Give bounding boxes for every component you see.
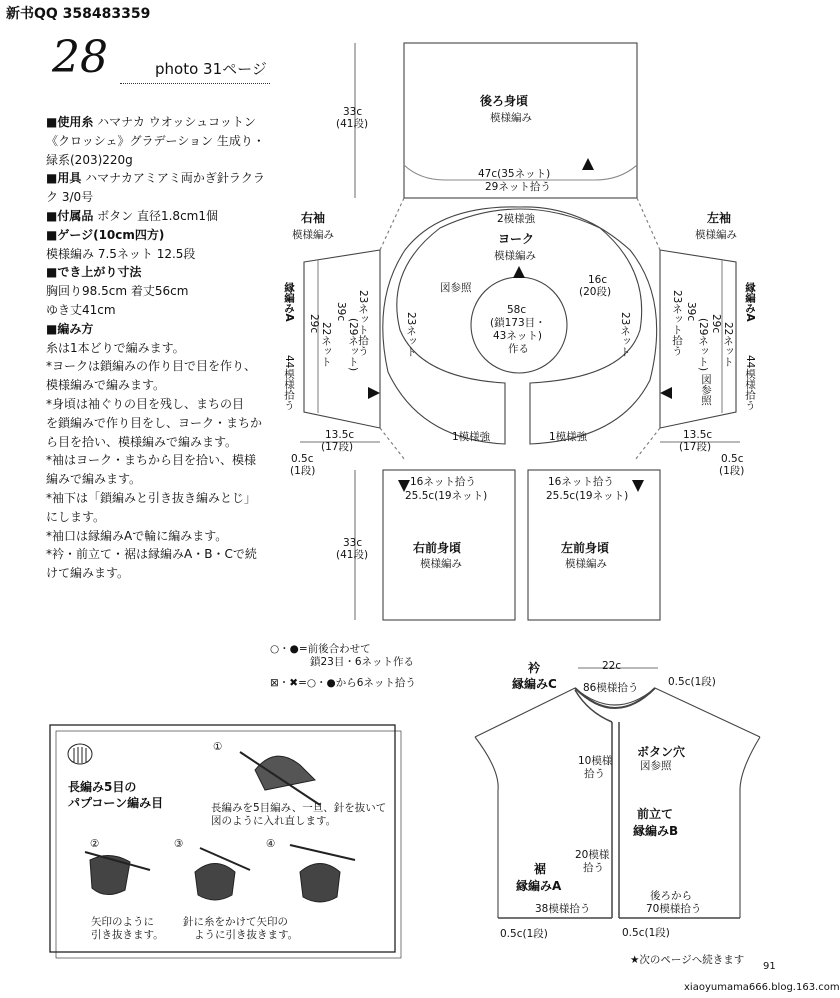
method-6: ら目を拾い、模様編みで編みます。 (46, 434, 238, 449)
yoke-bottom-right: 1模様強 (549, 431, 588, 443)
right-sleeve-edge: 縁編みA (283, 282, 295, 322)
left-sleeve-edge: 縁編みA (744, 282, 756, 322)
right-sleeve-w2: 22ネット (320, 322, 332, 367)
collar-title: 衿 (528, 661, 541, 675)
right-sleeve-cuff: 44模様拾う (283, 355, 295, 411)
popcorn-step-1: ① (213, 741, 223, 753)
method-2: *ヨークは鎖編みの作り目で目を作り、 (46, 359, 257, 374)
front-rows: (41段) (336, 549, 369, 561)
popcorn-step-2: ② (90, 838, 100, 850)
size-1: 胸回り98.5cm 着丈56cm (46, 284, 189, 299)
placket-title: 前立て (637, 807, 674, 821)
yoke-depth: 16c (588, 274, 608, 286)
gauge: 模様編み 7.5ネット 12.5段 (46, 246, 196, 261)
method-8: 編みで編みます。 (46, 472, 142, 487)
size-2: ゆき丈41cm (46, 302, 116, 317)
front-pick-2: 20模様 (575, 849, 610, 861)
method-5: を鎖編みで作り目をし、ヨーク・まちか (46, 415, 263, 430)
back-title: 後ろ身頃 (480, 94, 529, 108)
left-sleeve-ref: 図参照 (700, 374, 712, 406)
hem-edge-left: 0.5c(1段) (500, 928, 548, 940)
left-sleeve-w4: (29ネット) (697, 318, 709, 372)
right-sleeve-title: 右袖 (301, 211, 326, 225)
right-front-pattern: 模様編み (420, 558, 462, 570)
collar-shoulder-line (475, 688, 760, 737)
method-10: にします。 (46, 509, 106, 524)
right-front-title: 右前身頃 (413, 541, 462, 555)
right-sleeve-w3: 39c (335, 302, 347, 322)
back-height: 33c (343, 106, 363, 118)
hem-title: 裾 (534, 862, 547, 876)
pattern-number: 28 (52, 32, 108, 83)
size-label: ■でき上がり寸法 (46, 265, 142, 280)
popcorn-desc-3a: 針に糸をかけて矢印の (183, 916, 288, 928)
popcorn-desc-2a: 矢印のように (91, 916, 154, 928)
yarn-label: ■使用糸 (46, 115, 94, 129)
legend-3: ⊠・✖=○・●から6ネット拾う (270, 677, 416, 689)
right-sleeve-gap-rows: (1段) (290, 465, 316, 477)
left-sleeve-pick: 23ネット拾う (671, 290, 683, 356)
legend-2: 鎖23目・6ネット作る (310, 656, 415, 668)
method-label: ■編み方 (46, 321, 94, 336)
yoke-depth-rows: (20段) (579, 286, 612, 298)
neck-chain: (鎖173目・ (490, 317, 546, 329)
method-9: *袖下は「鎖編みと引き抜き編みとじ」 (46, 490, 257, 505)
method-12: *衿・前立て・裾は縁編みA・B・Cで続 (46, 547, 257, 562)
popcorn-desc-1b: 図のように入れ直します。 (211, 815, 337, 827)
back-width: 47c(35ネット) (478, 168, 551, 180)
neck-ret: 43ネット) (493, 330, 542, 342)
yoke-repeat: 2模様強 (497, 213, 536, 225)
placket-edge-label: 縁編みB (633, 824, 679, 838)
yoke-title: ヨーク (498, 232, 535, 246)
left-front-pattern: 模様編み (565, 558, 607, 570)
hem-pick: 38模様拾う (535, 903, 591, 915)
gauge-label: ■ゲージ(10cm四方) (46, 227, 165, 242)
button-hole-ref: 図参照 (640, 760, 672, 772)
method-1: 糸は1本どりで編みます。 (46, 340, 185, 355)
qq-header: 新书QQ 358483359 (6, 6, 151, 22)
neck-size: 58c (507, 304, 527, 316)
yoke-bottom-left: 1模様強 (452, 431, 491, 443)
site-credit: xiaoyumama666.blog.163.com (684, 982, 840, 993)
collar-pick: 86模様拾う (583, 682, 639, 694)
back-pick: 70模様拾う (646, 903, 702, 915)
acc-label: ■付属品 (46, 208, 94, 223)
popcorn-title-2: パプコーン編み目 (68, 796, 164, 810)
left-sleeve-w1: 29c (710, 314, 722, 334)
left-sleeve-w3: 39c (685, 302, 697, 322)
popcorn-desc-3b: ように引き抜きます。 (194, 929, 299, 941)
tools-1: ハマナカアミアミ両かぎ針ラクラ (85, 171, 265, 186)
left-sleeve-gap: 0.5c (721, 453, 744, 465)
back-pattern: 模様編み (490, 112, 532, 124)
photo-reference: photo 31ページ (155, 60, 267, 78)
front-height: 33c (343, 537, 363, 549)
yoke-side-right: 23ネット (619, 312, 631, 357)
method-7: *袖はヨーク・まちから目を拾い、模様 (46, 453, 257, 468)
left-front-title: 左前身頃 (561, 541, 610, 555)
left-sleeve-len-rows: (17段) (679, 441, 712, 453)
yoke-pattern: 模様編み (494, 250, 536, 262)
page-number: 91 (763, 961, 776, 972)
legend-1: ○・●=前後合わせて (270, 643, 371, 655)
left-sleeve-cuff: 44模様拾う (744, 355, 756, 411)
left-front-width: 25.5c(19ネット) (546, 490, 629, 502)
left-sleeve-w2: 22ネット (722, 322, 734, 367)
popcorn-step-3: ③ (174, 838, 184, 850)
method-4: *身頃は袖ぐりの目を残し、まちの目 (46, 396, 245, 411)
front-pick-1b: 拾う (584, 768, 605, 780)
left-sleeve-pattern: 模様編み (695, 229, 737, 241)
popcorn-title-1: 長編み5目の (68, 780, 137, 794)
back-rows: (41段) (336, 118, 369, 130)
popcorn-desc-2b: 引き抜きます。 (91, 929, 164, 941)
yarn-2: 《クロッシェ》グラデーション 生成り・ (46, 133, 265, 148)
yoke-ref: 図参照 (440, 282, 472, 294)
collar-edge-height: 0.5c(1段) (668, 676, 716, 688)
right-sleeve-len-rows: (17段) (321, 441, 354, 453)
method-13: けて編みます。 (46, 566, 130, 581)
right-sleeve-len: 13.5c (325, 429, 355, 441)
right-sleeve-pattern: 模様編み (292, 229, 334, 241)
yarn-3: 緑系(203)220g (46, 152, 133, 167)
right-front-width: 25.5c(19ネット) (405, 490, 488, 502)
collar-edge: 縁編みC (512, 677, 557, 691)
tools-label: ■用具 (46, 171, 82, 186)
tools-2: ク 3/0号 (46, 190, 94, 205)
popcorn-step-illustrations (85, 752, 355, 902)
front-pick-1: 10模様 (578, 755, 613, 767)
right-sleeve-gap: 0.5c (291, 453, 314, 465)
hem-edge-label: 縁編みA (516, 879, 562, 893)
hem-edge-right: 0.5c(1段) (622, 927, 670, 939)
popcorn-desc-1: 長編みを5目編み、一旦、針を抜いて (211, 802, 387, 814)
continue-note: ★次のページへ続きます (630, 954, 745, 966)
method-11: *袖口は縁編みAで輪に編みます。 (46, 528, 228, 543)
collar-width: 22c (602, 660, 622, 672)
arrow-up-yoke (513, 266, 525, 278)
yarn-1: ハマナカ ウオッシュコットン (97, 115, 256, 129)
left-sleeve-len: 13.5c (683, 429, 713, 441)
front-pick-2b: 拾う (583, 862, 604, 874)
acc: ボタン 直径1.8cm1個 (97, 208, 218, 223)
method-3: 模様編みで編みます。 (46, 378, 166, 393)
neck-make: 作る (508, 343, 529, 355)
left-front-pick: 16ネット拾う (548, 476, 614, 488)
popcorn-symbol-icon (68, 744, 92, 764)
left-sleeve-gap-rows: (1段) (719, 465, 745, 477)
right-sleeve-w1: 29c (308, 314, 320, 334)
left-sleeve-title: 左袖 (707, 211, 732, 225)
yoke-side-left: 23ネット (405, 312, 417, 357)
right-front-pick: 16ネット拾う (410, 476, 476, 488)
right-sleeve-w4: (29ネット) (347, 318, 359, 372)
right-sleeve-pick: 23ネット拾う (357, 290, 369, 356)
back-pickup: 29ネット拾う (485, 181, 551, 193)
back-from: 後ろから (650, 890, 692, 902)
button-hole: ボタン穴 (637, 745, 686, 759)
popcorn-step-4: ④ (266, 838, 276, 850)
